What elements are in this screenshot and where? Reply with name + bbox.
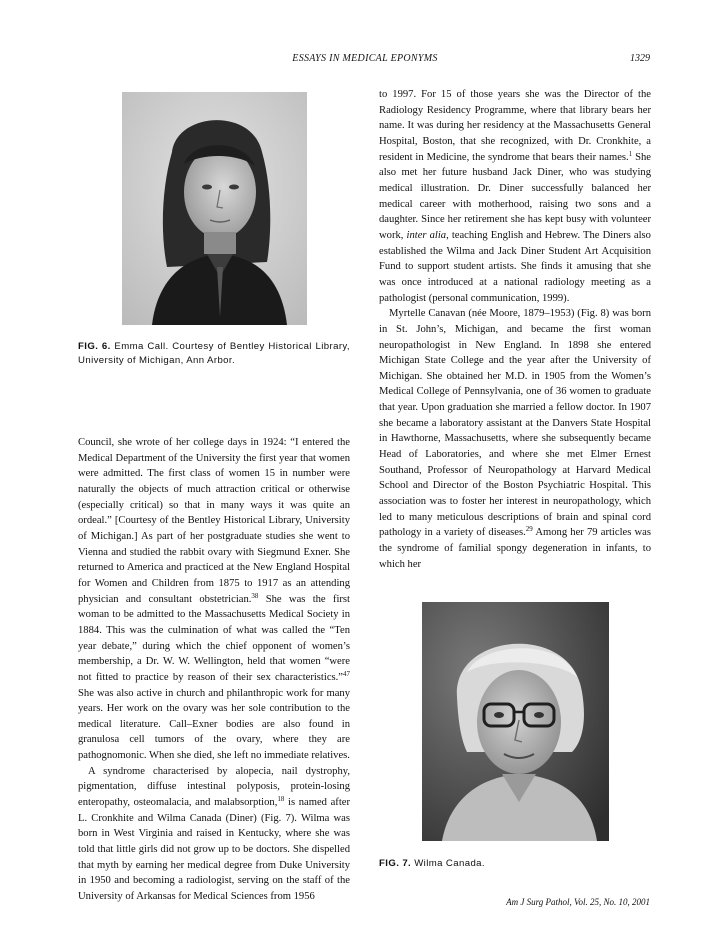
portrait-illustration (122, 92, 307, 325)
running-title: ESSAYS IN MEDICAL EPONYMS (292, 53, 438, 64)
fig6-caption-text: Emma Call. Courtesy of Bentley Historical Library, University of Michigan, Ann Arbor. (78, 341, 350, 366)
emma-call-portrait-photo (122, 92, 307, 325)
right-column (379, 87, 651, 572)
fig7-caption (379, 857, 651, 871)
reference-superscript: 29 (525, 525, 533, 534)
reference-superscript: 47 (343, 669, 350, 678)
page-number: 1329 (630, 53, 650, 64)
left-column (78, 435, 350, 905)
latin-phrase: inter alia (406, 229, 447, 241)
journal-citation: Am J Surg Pathol, Vol. 25, No. 10, 2001 (506, 897, 650, 907)
reference-superscript: 18 (277, 795, 285, 804)
paragraph: Council, she wrote of her college days in 1924: “I entered the Medical Department of the University the first year that women were admitted. The first class of women 15 in number were naturally the objects of much attraction critical or otherwise (especially critical) so that in many ways it was quite an ordeal.” [Courtesy of the Bentley Historical Library, University of Michigan.] As part of her postgraduate studies she went to Vienna and studied the rabbit ovary with Siegmund Exner. She returned to America and practiced at the New England Hospital for Women and Children from 1875 to 1917 as an attending physician and consultant obstetrician.$^{38}$ She was the first woman to be admitted to the Massachusetts Medical Society in 1884. This was the culmination of what was called the “Ten year debate,” during which the chief opponent of women’s membership, a Dr. W. W. Wellington, held that women “were not fitted to practice by reason of their sex characteristics.”$^{47}$ She was also active in church and philanthropic work for many years. Her work on the ovary was her sole contribution to the medical literature. Call–Exner bodies are also found in granulosa cell tumors of the ovary, where they are pathognomonic. When she died, she left no immediate relatives. (78, 437, 350, 762)
fig7-label: FIG. 7. (379, 858, 412, 869)
fig6-label: FIG. 6. (78, 341, 111, 352)
reference-superscript: 38 (251, 591, 259, 600)
fig7-caption-text: Wilma Canada. (414, 858, 485, 869)
paragraph: Myrtelle Canavan (née Moore, 1879–1953) (Fig. 8) was born in St. John’s, Michigan, and became the first woman neuropathologist in New England. In 1898 she entered Michigan State College and the year after the University of Michigan. She obtained her M.D. in 1905 from the Women’s Medical College of Pennsylvania, one of 36 women to graduate that year. Upon graduation she married a fellow doctor. In 1907 she became a laboratory assistant at the Danvers State Hospital in Hawthorne, Massachusetts, where she subsequently became Head of Laboratories, and where she met Elmer Ernest Southand, Professor of Neuropathology at Harvard Medical School and Director of the Boston Psychiatric Hospital. This association was to foster her interest in neuropathology, which led to many meticulous descriptions of brain and spinal cord pathology in a variety of diseases.$^{29}$ Among her 79 articles was the syndrome of familial spongy degeneration in infants, to which her (379, 308, 651, 570)
portrait-illustration (422, 602, 609, 841)
fig6-caption (78, 340, 350, 368)
paragraph: to 1997. For 15 of those years she was the Director of the Radiology Residency Programme, where that library bears her name. It was during her residency at the Massachusetts General Hospital, Boston, that she recognized, with Dr. Cronkhite, a resident in Medicine, the syndrome that bears their names.$^1$ She also met her future husband Jack Diner, who was studying medical illustration. Dr. Diner successfully balanced her medical career with motherhood, raising two sons and a daughter. Since her retirement she has kept busy with volunteer work, inter alia, teaching English and Hebrew. The Diners also established the Wilma and Jack Diner Student Art Acquisition Fund to support student artists. She finds it amusing that she was once introduced at a national radiology meeting as a pathologist (personal communication, 1999). (379, 89, 651, 304)
wilma-canada-portrait-photo (422, 602, 609, 841)
reference-superscript: 1 (628, 149, 633, 158)
paragraph: A syndrome characterised by alopecia, nail dystrophy, pigmentation, diffuse intestinal polyposis, protein-losing enteropathy, osteomalacia, and malabsorption,$^{18}$ is named after L. Cronkhite and Wilma Canada (Diner) (Fig. 7). Wilma was born in West Virginia and raised in Kentucky, where she was told that little girls did not grow up to be doctors. She dispelled that myth by earning her medical degree from Duke University in 1950 and becoming a radiologist, serving on the staff of the University of Arkansas for Medical Sciences from 1956 (78, 765, 350, 903)
